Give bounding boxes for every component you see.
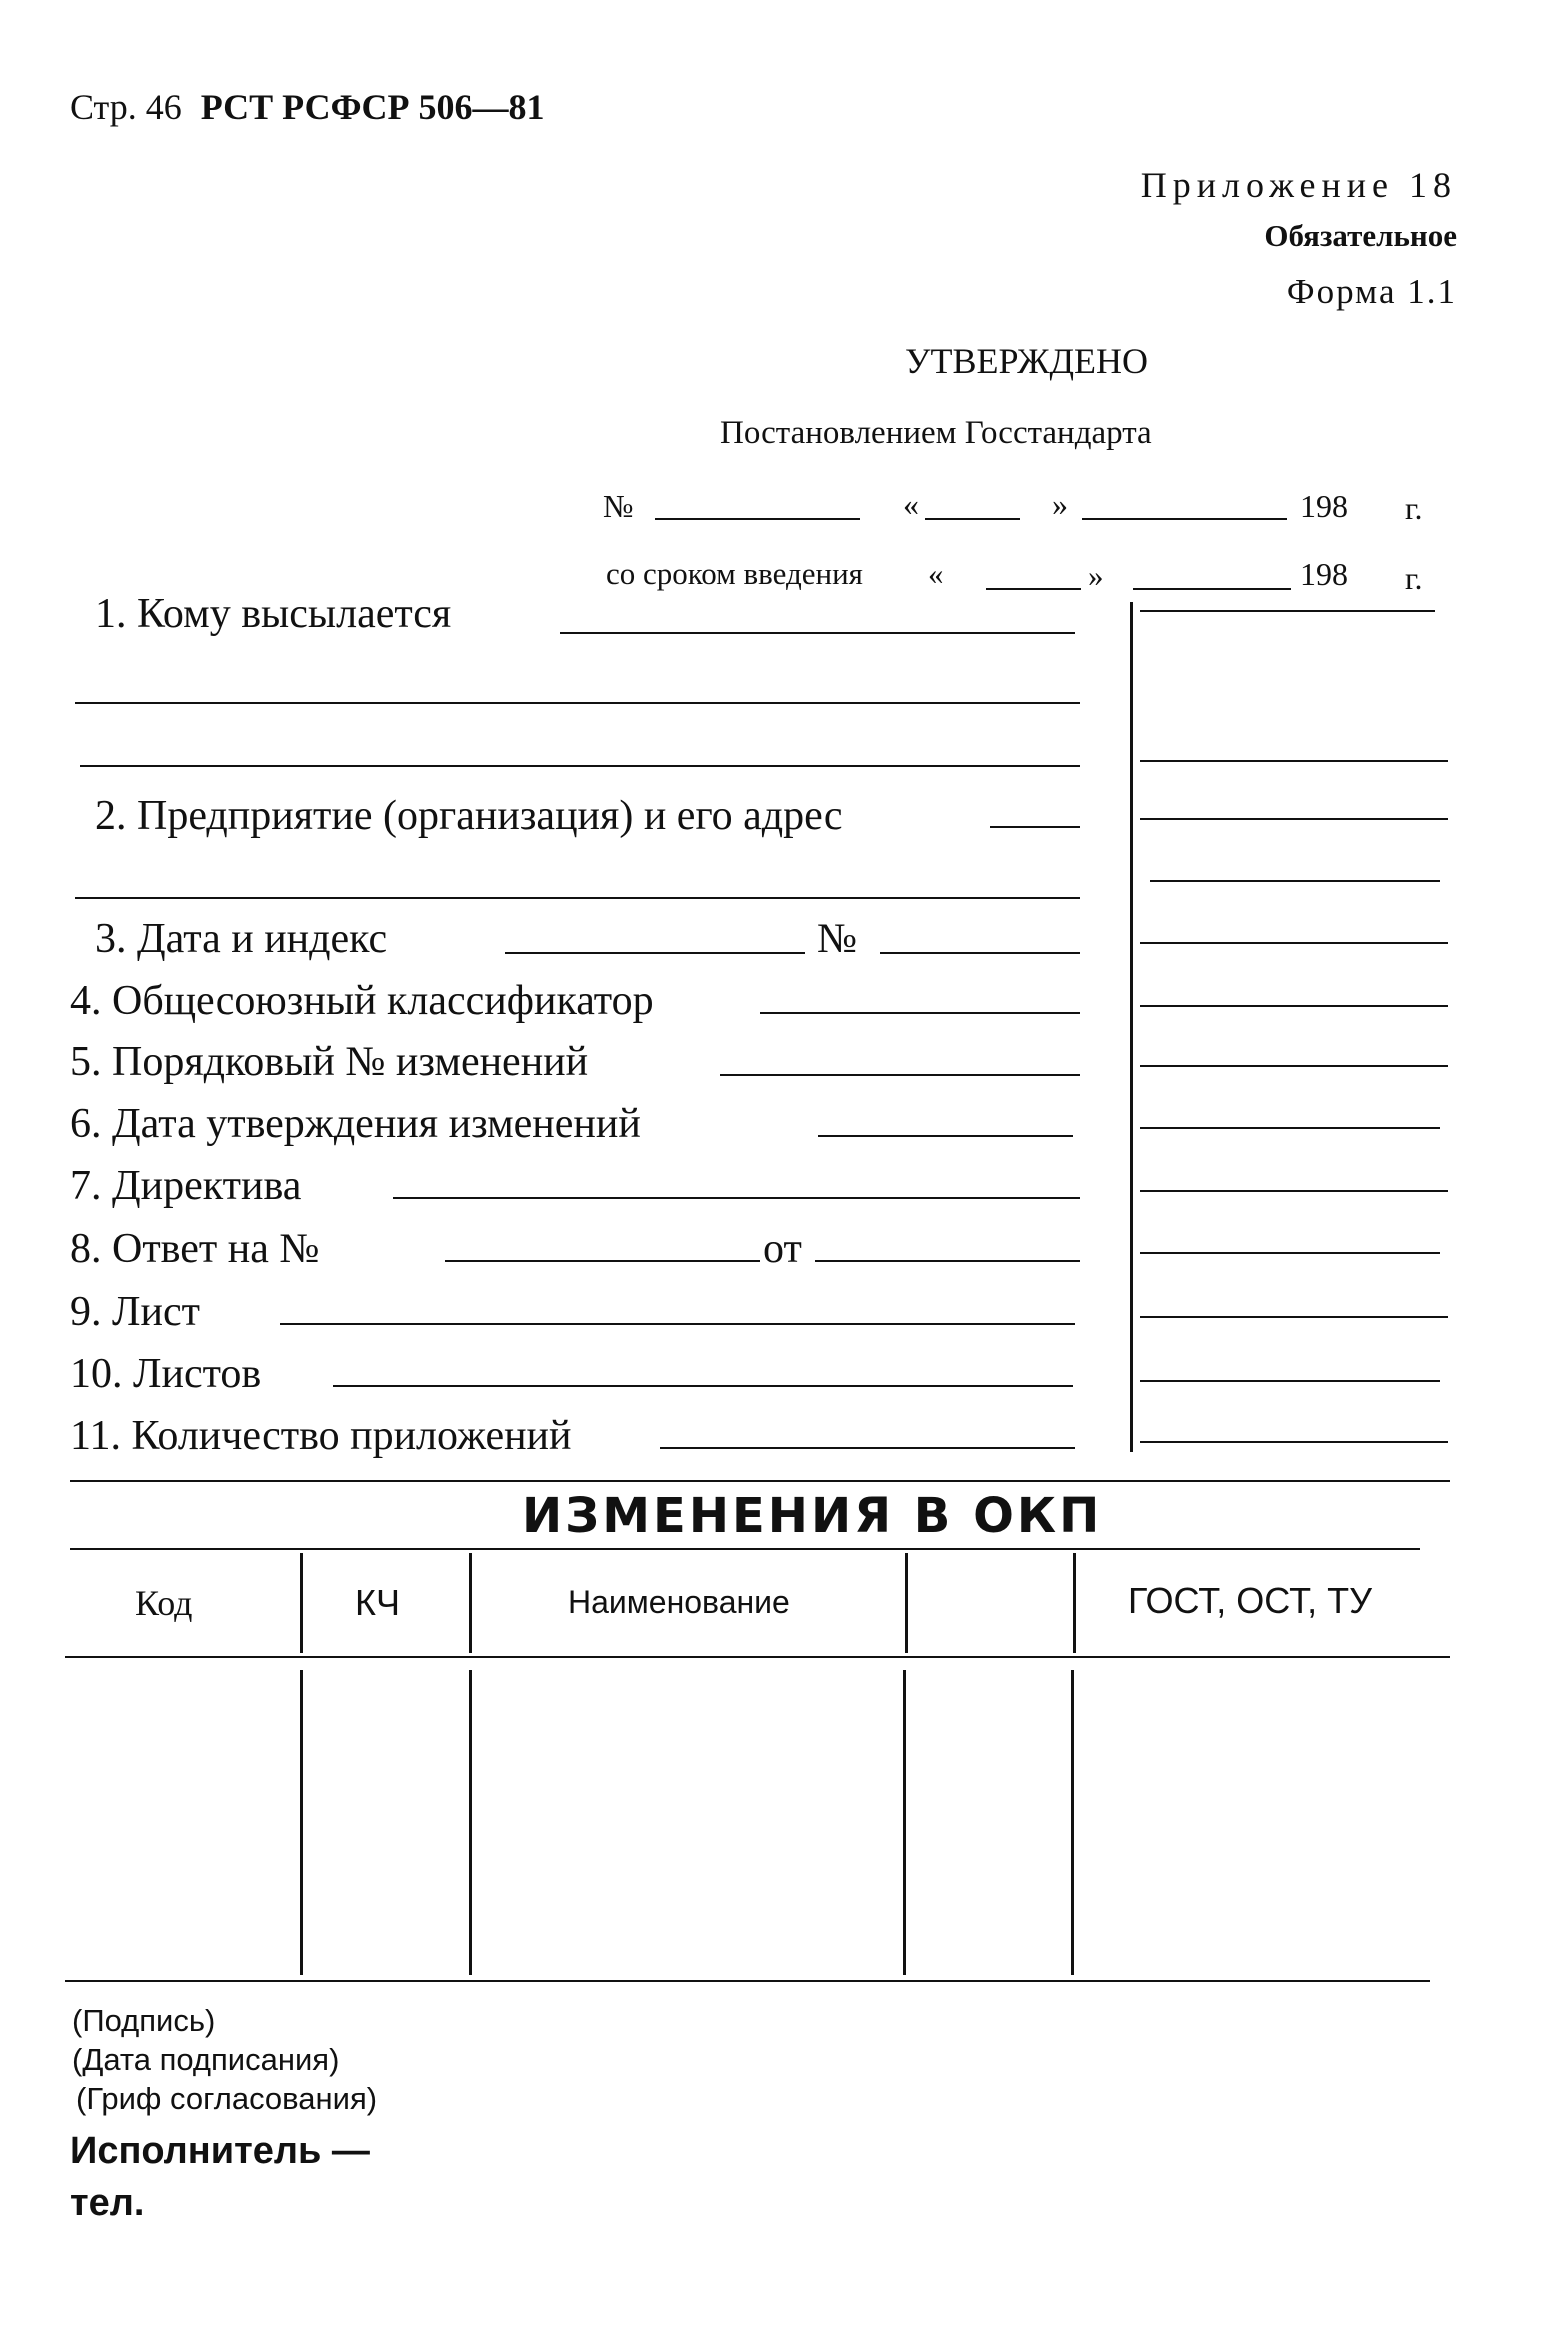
item-number: 11. — [70, 1413, 121, 1459]
form-item-classifier — [70, 977, 654, 1025]
approval-by: Постановлением Госстандарта — [720, 415, 1152, 451]
form-item-change-number — [70, 1038, 588, 1086]
effective-month-line[interactable] — [1133, 588, 1291, 590]
approval-stamp-label: (Гриф согласования) — [76, 2081, 378, 2116]
right-field-line[interactable] — [1140, 1127, 1440, 1129]
table-col-divider — [1073, 1553, 1076, 1653]
changes-title: ИЗМЕНЕНИЯ В ОКП — [522, 1488, 1103, 1544]
item-label: Листов — [133, 1351, 262, 1397]
date-index-number-sign: № — [817, 916, 858, 962]
item-number: 2. — [95, 793, 127, 839]
effective-year-prefix: 198 — [1300, 556, 1348, 592]
right-field-line[interactable] — [1140, 942, 1448, 944]
right-field-line[interactable] — [1150, 880, 1440, 882]
table-col-divider — [300, 1670, 303, 1975]
approval-year-prefix: 198 — [1300, 488, 1348, 524]
reply-from-line[interactable] — [815, 1260, 1080, 1262]
right-field-line[interactable] — [1140, 1065, 1448, 1067]
page-label: Стр. 46 — [70, 87, 182, 127]
item-label: Лист — [112, 1289, 200, 1335]
form-item-attachments — [70, 1412, 572, 1460]
item-number: 1. — [95, 591, 127, 637]
col-header-standards: ГОСТ, ОСТ, ТУ — [1128, 1580, 1372, 1621]
col-header-code: Код — [135, 1583, 193, 1623]
effective-label: со сроком введения — [606, 556, 863, 591]
item-number: 3. — [95, 916, 127, 962]
approval-year-suffix: г. — [1405, 490, 1423, 526]
item-number: 10. — [70, 1351, 123, 1397]
sheet-line[interactable] — [280, 1323, 1075, 1325]
attachments-line[interactable] — [660, 1447, 1075, 1449]
item-number: 6. — [70, 1101, 102, 1147]
table-col-divider — [1071, 1670, 1074, 1975]
sign-date-label: (Дата подписания) — [72, 2042, 340, 2077]
right-field-line[interactable] — [1140, 1252, 1440, 1254]
date-index-number-line[interactable] — [880, 952, 1080, 954]
table-header-bottom-border — [65, 1656, 1450, 1658]
appendix-status: Обязательное — [1264, 218, 1457, 253]
item-label: Порядковый № изменений — [112, 1039, 589, 1085]
executor-label: Исполнитель — — [70, 2130, 370, 2172]
right-field-line[interactable] — [1140, 1441, 1448, 1443]
effective-quote-open: « — [928, 556, 944, 591]
signature-label: (Подпись) — [72, 2003, 216, 2038]
form-item-directive — [70, 1162, 301, 1210]
right-column-top-line — [1140, 610, 1435, 612]
right-column-border — [1130, 602, 1133, 1452]
item-number: 8. — [70, 1226, 102, 1272]
right-field-line[interactable] — [1140, 1316, 1448, 1318]
approval-number-sign: № — [603, 488, 634, 524]
form-item-sheets — [70, 1350, 261, 1398]
table-col-divider — [903, 1670, 906, 1975]
approval-number-line[interactable] — [655, 518, 860, 520]
reply-number-line[interactable] — [445, 1260, 760, 1262]
item-number: 4. — [70, 978, 102, 1024]
item-label: Общесоюзный классификатор — [112, 978, 654, 1024]
phone-label: тел. — [70, 2182, 145, 2224]
date-index-line[interactable] — [505, 952, 805, 954]
recipient-line-3[interactable] — [80, 765, 1080, 767]
col-header-kch: КЧ — [355, 1582, 400, 1623]
appendix-title: Приложение 18 — [1140, 165, 1457, 205]
page-header — [70, 86, 545, 128]
item-label: Дата утверждения изменений — [112, 1101, 641, 1147]
form-item-reply — [70, 1225, 319, 1273]
recipient-line[interactable] — [560, 632, 1075, 634]
organization-line[interactable] — [990, 826, 1080, 828]
table-col-divider — [905, 1553, 908, 1653]
organization-address-line[interactable] — [75, 897, 1080, 899]
approval-month-line[interactable] — [1082, 518, 1287, 520]
sheets-line[interactable] — [333, 1385, 1073, 1387]
right-field-line[interactable] — [1140, 1005, 1448, 1007]
item-label: Предприятие (организация) и его адрес — [137, 793, 843, 839]
effective-quote-close: » — [1088, 558, 1104, 593]
table-col-divider — [300, 1553, 303, 1653]
table-col-divider — [469, 1670, 472, 1975]
item-label: Дата и индекс — [137, 916, 388, 962]
item-number: 5. — [70, 1039, 102, 1085]
item-label: Директива — [112, 1163, 302, 1209]
approval-quote-open: « — [903, 486, 919, 522]
item-label: Ответ на № — [112, 1226, 320, 1272]
item-number: 9. — [70, 1289, 102, 1335]
right-field-line[interactable] — [1140, 818, 1448, 820]
table-col-divider — [469, 1553, 472, 1653]
approval-heading: УТВЕРЖДЕНО — [905, 341, 1149, 381]
effective-year-suffix: г. — [1405, 560, 1423, 596]
right-field-line[interactable] — [1140, 760, 1448, 762]
approval-day-line[interactable] — [925, 518, 1020, 520]
form-item-date-index — [95, 915, 387, 963]
form-number: Форма 1.1 — [1286, 272, 1457, 311]
item-number: 7. — [70, 1163, 102, 1209]
table-top-border — [70, 1548, 1420, 1550]
effective-day-line[interactable] — [986, 588, 1081, 590]
approval-quote-close: » — [1052, 486, 1068, 522]
approval-date-line[interactable] — [818, 1135, 1073, 1137]
item-label: Кому высылается — [137, 591, 452, 637]
form-item-sheet — [70, 1288, 200, 1336]
section-separator — [70, 1480, 1450, 1482]
right-field-line[interactable] — [1140, 1380, 1440, 1382]
form-item-organization — [95, 792, 842, 840]
item-label: Количество приложений — [131, 1413, 572, 1459]
table-bottom-border — [65, 1980, 1430, 1982]
standard-code: РСТ РСФСР 506—81 — [200, 87, 545, 127]
col-header-name: Наименование — [568, 1584, 790, 1620]
change-number-line[interactable] — [720, 1074, 1080, 1076]
classifier-line[interactable] — [760, 1012, 1080, 1014]
form-item-recipient — [95, 590, 451, 638]
form-item-approval-date — [70, 1100, 641, 1148]
directive-line[interactable] — [393, 1197, 1080, 1199]
recipient-line-2[interactable] — [75, 702, 1080, 704]
reply-from-label: от — [763, 1226, 802, 1272]
right-field-line[interactable] — [1140, 1190, 1448, 1192]
